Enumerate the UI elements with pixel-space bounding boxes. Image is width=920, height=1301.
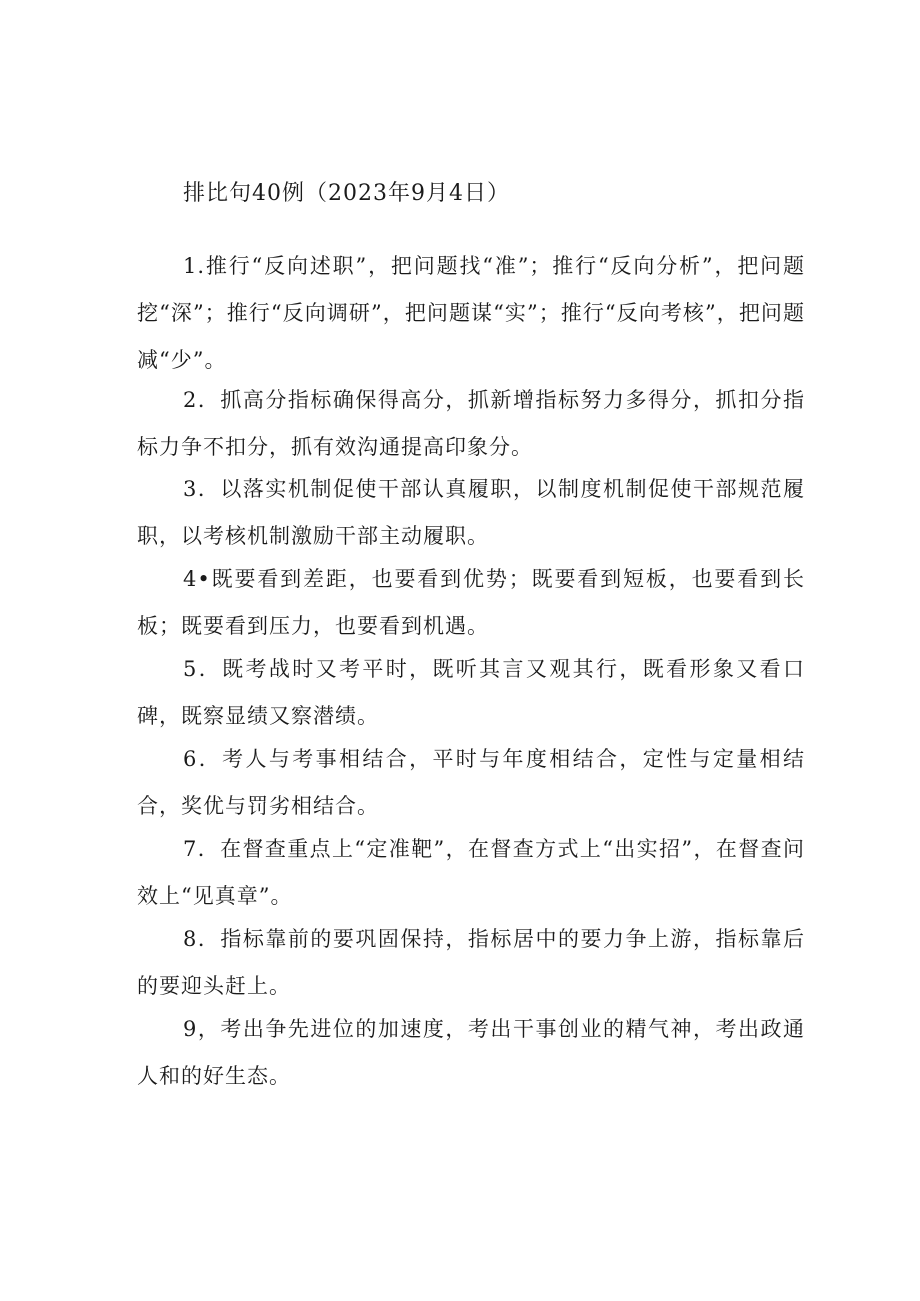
paragraph-9: 9，考出争先进位的加速度，考出干事创业的精气神，考出政通人和的好生态。 xyxy=(137,1017,805,1088)
paragraph-1: 1.推行“反向述职”，把问题找“准”；推行“反向分析”，把问题挖“深”；推行“反向调研”，把问题谋“实”；推行“反向考核”，把问题减“少”。 xyxy=(137,254,805,372)
paragraph-6: 6．考人与考事相结合，平时与年度相结合，定性与定量相结合，奖优与罚劣相结合。 xyxy=(137,747,805,818)
paragraph-5: 5．既考战时又考平时，既听其言又观其行，既看形象又看口碑，既察显绩又察潜绩。 xyxy=(137,657,805,728)
paragraph-7: 7．在督查重点上“定准靶”，在督查方式上“出实招”，在督查问效上“见真章”。 xyxy=(137,837,805,908)
paragraph-2: 2．抓高分指标确保得高分，抓新增指标努力多得分，抓扣分指标力争不扣分，抓有效沟通提高印象分。 xyxy=(137,388,805,459)
document-title: 排比句40例（2023年9月4日） xyxy=(183,181,510,206)
paragraph-4: 4•既要看到差距，也要看到优势；既要看到短板，也要看到长板；既要看到压力，也要看到机遇。 xyxy=(137,567,805,638)
paragraph-3: 3．以落实机制促使干部认真履职，以制度机制促使干部规范履职，以考核机制激励干部主动履职。 xyxy=(137,477,805,548)
paragraph-8: 8．指标靠前的要巩固保持，指标居中的要力争上游，指标靠后的要迎头赶上。 xyxy=(137,927,805,998)
